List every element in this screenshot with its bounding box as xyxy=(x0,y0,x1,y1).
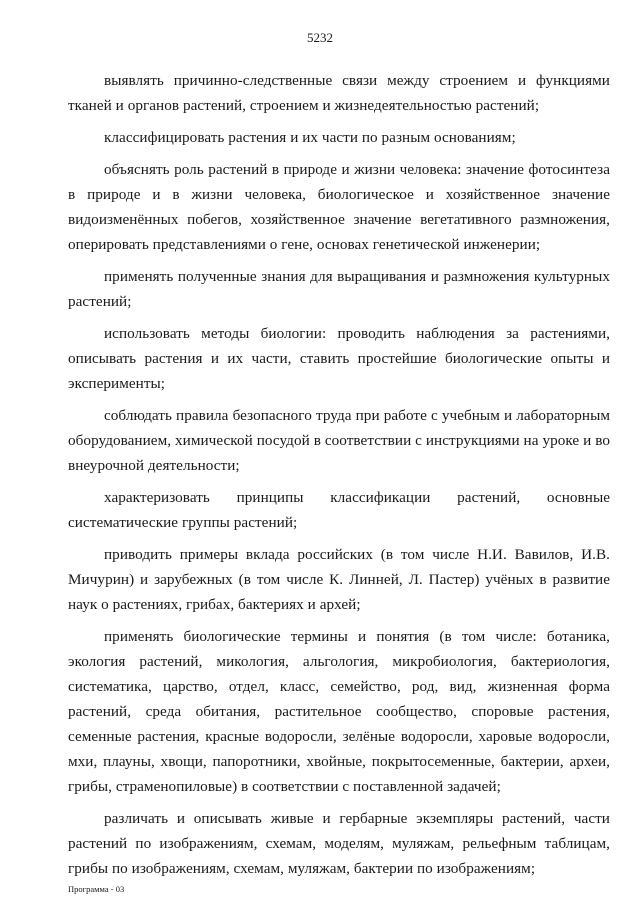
paragraph-1: выявлять причинно-следственные связи между строением и функциями тканей и органов растений, строением и жизнедеятельностью растений; xyxy=(68,72,610,114)
paragraph-4: применять полученные знания для выращивания и размножения культурных растений; xyxy=(68,268,610,310)
paragraph-8: приводить примеры вклада российских (в том числе Н.И. Вавилов, И.В. Мичурин) и зарубежных (в том числе К. Линней, Л. Пастер) учёных в развитие наук о растениях, грибах, бактериях и архей; xyxy=(68,546,610,613)
paragraph-3: объяснять роль растений в природе и жизни человека: значение фотосинтеза в природе и в жизни человека, биологическое и хозяйственное значение видоизменённых побегов, хозяйственное значение вегетативного размножения, оперировать представлениями о гене, основах генетической инженерии; xyxy=(68,161,610,253)
paragraph-10: различать и описывать живые и гербарные экземпляры растений, части растений по изображениям, схемам, моделям, муляжам, рельефным таблицам, грибы по изображениям, схемам, муляжам, бактерии по изображениям; xyxy=(68,810,610,877)
paragraph-6: соблюдать правила безопасного труда при работе с учебным и лабораторным оборудованием, химической посудой в соответствии с инструкциями на уроке и во внеурочной деятельности; xyxy=(68,407,610,474)
paragraph-9: применять биологические термины и понятия (в том числе: ботаника, экология растений, микология, альгология, микробиология, бактериология, систематика, царство, отдел, класс, семейство, род, вид, жизненная форма растений, среда обитания, растительное сообщество, споровые растения, семенные растения, красные водоросли, зелёные водоросли, харовые водоросли, мхи, плауны, хвощи, папоротники, хвойные, покрытосеменные, бактерии, археи, грибы, страменопиловые) в соответствии с поставленной задачей; xyxy=(68,628,610,795)
page-number: 5232 xyxy=(307,30,333,45)
document-body xyxy=(68,68,610,881)
paragraph-7: характеризовать принципы классификации растений, основные систематические группы растений; xyxy=(68,489,610,531)
paragraph-2: классифицировать растения и их части по разным основаниям; xyxy=(104,129,516,146)
page-footer: Программа - 03 xyxy=(68,884,125,894)
paragraph-5: использовать методы биологии: проводить наблюдения за растениями, описывать растения и их части, ставить простейшие биологические опыты и эксперименты; xyxy=(68,325,610,392)
